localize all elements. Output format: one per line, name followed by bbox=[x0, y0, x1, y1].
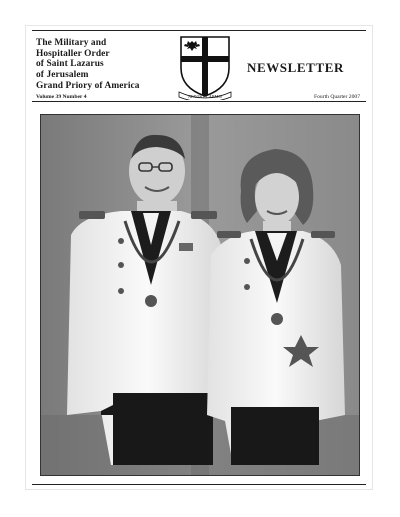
issue-date: Fourth Quarter 2007 bbox=[314, 94, 360, 100]
org-subtitle: Grand Priory of America bbox=[36, 81, 140, 92]
newsletter-page bbox=[26, 26, 372, 489]
org-line-4: of Jerusalem bbox=[36, 69, 89, 80]
bottom-rule bbox=[32, 484, 366, 485]
org-line-3: of Saint Lazarus bbox=[36, 59, 104, 70]
crest-shield-icon bbox=[175, 34, 235, 100]
cover-photo bbox=[40, 114, 360, 476]
org-line-2: Hospitaller Order bbox=[36, 48, 110, 59]
newsletter-title: NEWSLETTER bbox=[246, 60, 344, 75]
org-line-1: The Military and bbox=[36, 38, 107, 48]
masthead bbox=[32, 34, 366, 100]
volume-number: Volume 39 Number 4 bbox=[36, 94, 87, 100]
crest-motto: ATAVIS ET ARMIS bbox=[187, 94, 223, 99]
cover-photo-illustration bbox=[41, 115, 359, 475]
organization-name bbox=[36, 38, 166, 92]
masthead-rule bbox=[32, 101, 366, 102]
top-rule bbox=[32, 30, 366, 31]
